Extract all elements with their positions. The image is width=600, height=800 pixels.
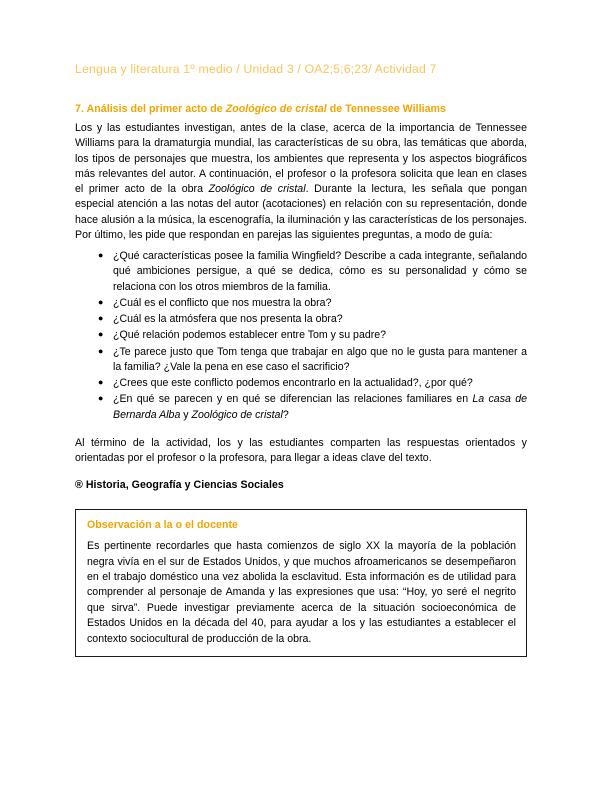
list-item-text: ¿Te parece justo que Tom tenga que trabajar en algo que no le gusta para mantener a la familia? ¿Vale la pena en ese caso el sacrificio? [113, 345, 527, 373]
bullet-icon: ● [98, 296, 104, 307]
list-item-text: ¿Qué relación podemos establecer entre Tom y su padre? [113, 329, 387, 342]
observation-box [75, 509, 527, 657]
closing-paragraph: Al término de la actividad, los y las estudiantes comparten las respuestas orientados y orientadas por el profesor o la profesora, para llegar a ideas clave del texto. [75, 436, 527, 465]
list-item [75, 312, 527, 327]
bullet-icon: ● [98, 329, 104, 340]
list-item-text-c: ? [282, 408, 289, 421]
intro-paragraph [75, 121, 527, 243]
page-title [75, 103, 527, 117]
intro-text-b: . Durante la lectura, les señala que pongan especial atención a las notas del autor (acotaciones) en relación con su representación, donde hace alusión a la música, la escenografía, la iluminación y las características de los personajes. Por último, les pide que respondan en parejas las siguientes preguntas, a modo de guía: [75, 183, 527, 241]
list-item-text: ¿Qué características posee la familia Wingfield? Describe a cada integrante, señalando qué ambiciones persigue, a qué se dedica, cómo es su personalidad y cómo se relaciona con los otros miembros de la familia. [113, 250, 527, 293]
registered-icon: ® [75, 479, 83, 492]
bullet-icon: ● [98, 377, 104, 388]
list-item [75, 249, 527, 295]
bullet-icon: ● [98, 250, 104, 261]
intro-work-title: Zoológico de cristal [208, 183, 306, 196]
list-item [75, 345, 527, 376]
observation-title: Observación a la o el docente [87, 519, 238, 532]
questions-list [75, 249, 527, 423]
subject-line [75, 479, 527, 491]
list-item-text: ¿Cuál es la atmósfera que nos presenta la obra? [113, 313, 343, 326]
observation-text: Es pertinente recordarles que hasta comienzos de siglo XX la mayoría de la población negra vivía en el sur de Estados Unidos, y que muchos afroamericanos se desempeñaron en el trabajo doméstico una vez abolida la esclavitud. Esta información es de utilidad para comprender al personaje de Amanda y las expresiones que usa: “Hoy, yo seré el negrito que sirva”. Puede investigar previamente acerca de la situación socioeconómica de Estados Unidos en la década del 40, para ayudar a los y las estudiantes a establecer el contexto sociocultural de producción de la obra. [87, 540, 516, 645]
list-item [75, 376, 527, 391]
page-title-work: Zoológico de cristal [225, 103, 327, 116]
page-title-suffix: de Tennessee Williams [326, 103, 446, 116]
bullet-icon: ● [98, 345, 104, 356]
list-item-text-a: ¿En qué se parecen y en qué se diferencian las relaciones familiares en [113, 393, 473, 406]
list-item [75, 296, 527, 311]
list-item-text: ¿Crees que este conflicto podemos encontrarlo en la actualidad?, ¿por qué? [113, 377, 473, 390]
list-item-text [113, 393, 527, 420]
subject-label: Historia, Geografía y Ciencias Sociales [82, 479, 284, 492]
list-item-work-b: Zoológico de cristal [191, 408, 283, 421]
intro-text-a: Los y las estudiantes investigan, antes de la clase, acerca de la importancia de Tennessee Williams para la dramaturgia mundial, las características de su obra, las temáticas que aborda, los tipos de personajes que muestra, los ambientes que representa y los aspectos biográficos más relevantes del autor. A continuación, el profesor o la profesora solicita que lean en clases el primer acto de la obra [75, 122, 527, 196]
breadcrumb: Lengua y literatura 1º medio / Unidad 3 / OA2;5;6;23/ Actividad 7 [75, 62, 437, 76]
list-item [75, 392, 527, 423]
list-item-work-a: La casa de Bernarda Alba [113, 393, 527, 421]
bullet-icon: ● [98, 313, 104, 324]
list-item-text-b: y [180, 408, 192, 421]
list-item-text: ¿Cuál es el conflicto que nos muestra la obra? [113, 296, 332, 309]
list-item [75, 328, 527, 343]
page-title-prefix: 7. Análisis del primer acto de [75, 103, 226, 116]
bullet-icon: ● [98, 393, 104, 404]
document-content [75, 62, 527, 657]
